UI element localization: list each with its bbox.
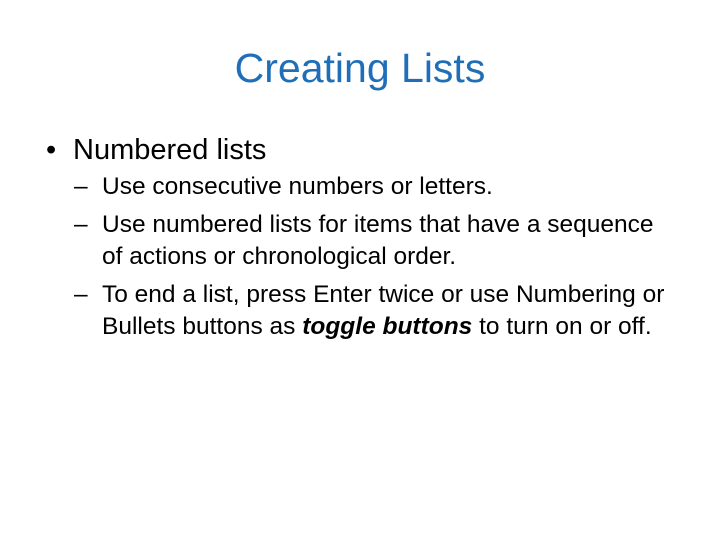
text-before-emphasis: To end a list, press Enter twice or use Numbering or Bullets buttons as	[102, 281, 665, 340]
sub-bullet-text	[102, 279, 674, 343]
dash-marker: –	[74, 281, 88, 308]
emphasized-text: toggle buttons	[302, 313, 473, 340]
bullet-numbered-lists	[46, 130, 686, 170]
sub-bullet-item	[74, 171, 674, 203]
bullet-text: Numbered lists	[73, 134, 267, 166]
sub-bullet-text: Use consecutive numbers or letters.	[102, 173, 493, 200]
sub-bullet-text: Use numbered lists for items that have a sequence of actions or chronological order.	[102, 211, 654, 270]
sub-bullet-item	[74, 209, 674, 273]
bullet-marker: •	[46, 134, 57, 166]
dash-marker: –	[74, 211, 88, 238]
sub-bullet-item	[74, 279, 674, 343]
text-after-emphasis: to turn on or off.	[472, 313, 652, 340]
dash-marker: –	[74, 173, 88, 200]
slide-title: Creating Lists	[234, 45, 486, 91]
sub-bullet-list	[74, 171, 674, 349]
